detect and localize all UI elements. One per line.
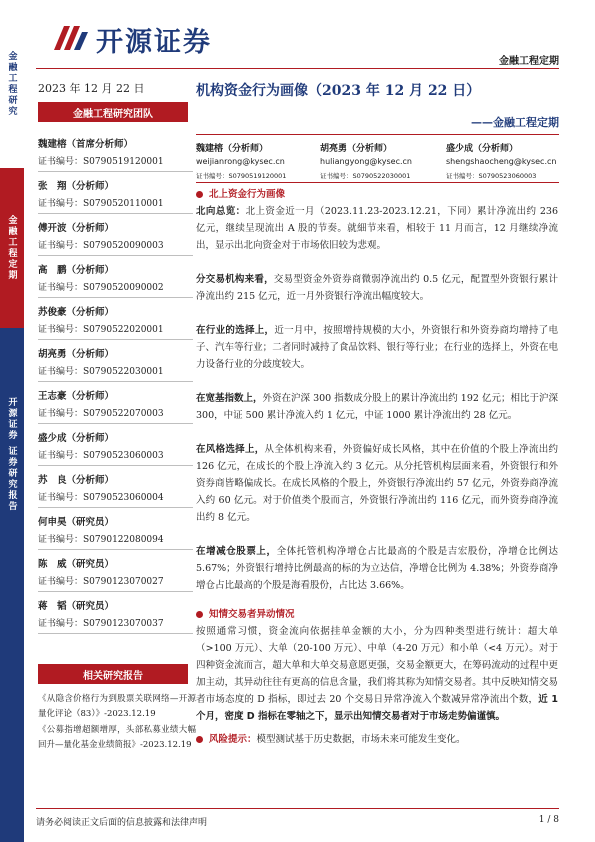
author-email[interactable]: weijianrong@kysec.cn <box>196 157 285 166</box>
section-heading-label: 北上资金行为画像 <box>209 189 286 200</box>
analyst-item <box>38 550 193 592</box>
paragraph-lead: 在宽基指数上， <box>196 393 263 404</box>
analyst-name: 陈 威（研究员） <box>38 559 115 570</box>
team-heading-label: 金融工程研究团队 <box>73 108 153 120</box>
author-divider <box>196 182 559 183</box>
paragraph-text: 从全体机构来看，外资偏好成长风格，其中在价值的个股上净流出约 126 亿元，在成长的个股上净流入约 3 亿元。从分托管机构层面来看，外资银行和外资券商皆略偏成长。在成长风格的个股上，外资银行净流出约 57 亿元，外资券商净流入约 60 亿元。对于价值类个股而言，外资银行净流出约 116 亿元，而外资券商净流出约 8 亿元。 <box>196 444 558 523</box>
side-strip-bottom <box>0 328 24 842</box>
analyst-name: 蒋 韬（研究员） <box>38 601 115 612</box>
team-heading <box>38 102 188 122</box>
analyst-cert: 证书编号：S0790520090002 <box>38 283 164 293</box>
section-heading-label: 知情交易者异动情况 <box>209 609 295 620</box>
side-strip-top <box>0 0 24 168</box>
page-number: 1 / 8 <box>538 815 559 825</box>
body-paragraph <box>196 322 558 373</box>
paragraph-lead: 北向总览： <box>196 206 246 217</box>
paragraph-text: 近一月中，按照增持规模的大小，外资银行和外资券商均增持了电子、汽车等行业；二者同时减持了食品饮料、银行等行业；在行业的选择上，外资在电力设备行业的分歧度较大。 <box>196 325 558 370</box>
analyst-name: 苏俊豪（分析师） <box>38 307 115 318</box>
analyst-item <box>38 214 193 256</box>
author-block <box>446 141 566 180</box>
paragraph-conclusion: 近 1 个月，密度 D 指标在零轴之下，显示出知情交易者对于市场走势偏谨慎。 <box>196 694 558 722</box>
analyst-cert: 证书编号：S0790523060003 <box>38 451 164 461</box>
analyst-item <box>38 256 193 298</box>
analyst-cert: 证书编号：S0790519120001 <box>38 157 164 167</box>
related-report-link[interactable]: 《从隐含价格行为到股票关联网络—开源量化评论（83）》-2023.12.19 <box>38 694 196 719</box>
paragraph-text: 交易型资金外资券商微弱净流出约 0.5 亿元，配置型外资银行累计净流出约 215 亿元，近一月外资银行净流出幅度较大。 <box>196 274 558 302</box>
analyst-list <box>38 130 193 634</box>
body-paragraph <box>196 441 558 526</box>
body-paragraph <box>196 623 558 725</box>
paragraph-lead: 在增减仓股票上， <box>196 546 277 557</box>
analyst-name: 胡亮勇（分析师） <box>38 349 115 360</box>
analyst-name: 张 翔（分析师） <box>38 181 115 192</box>
title-divider <box>196 134 559 135</box>
paragraph-lead: 在风格选择上， <box>196 444 265 455</box>
report-title: 机构资金行为画像（2023 年 12 月 22 日） <box>196 83 481 99</box>
author-name: 胡亮勇（分析师） <box>320 144 393 154</box>
paragraph-text: 北上资金近一月（2023.11.23-2023.12.21，下同）累计净流出约 236 亿元，继续呈现流出 A 股的节奏。就細节来看，相较于 11 月而言，12 月继续净流出，显示出北向资金对于市场依旧较为悲观。 <box>196 206 558 251</box>
author-name: 盛少成（分析师） <box>446 144 519 154</box>
analyst-item <box>38 130 193 172</box>
side-strip-bottom-label: 开源证券 证券研究报告 <box>6 397 17 513</box>
author-cert: 证书编号：S0790522030001 <box>320 172 411 180</box>
analyst-cert: 证书编号：S0790122080094 <box>38 535 164 545</box>
risk-warning <box>196 731 558 748</box>
analyst-name: 高 鹏（分析师） <box>38 265 115 276</box>
analyst-cert: 证书编号：S0790123070037 <box>38 619 164 629</box>
section-heading <box>196 186 558 203</box>
bullet-dot-icon <box>196 191 203 198</box>
side-strip-middle <box>0 168 24 328</box>
analyst-item <box>38 592 193 634</box>
report-date: 2023 年 12 月 22 日 <box>38 82 145 95</box>
analyst-item <box>38 172 193 214</box>
analyst-cert: 证书编号：S0790520110001 <box>38 199 164 209</box>
body-paragraph <box>196 390 558 424</box>
footer-divider <box>36 808 559 809</box>
analyst-name: 王志豪（分析师） <box>38 391 115 402</box>
analyst-item <box>38 340 193 382</box>
analyst-item <box>38 382 193 424</box>
side-strip-top-label: 金融工程研究 <box>6 51 17 117</box>
analyst-name: 魏建榕（首席分析师） <box>38 139 134 150</box>
paragraph-text: 全体托管机构净增仓占比最高的个股是吉宏股份，净增仓比例达 5.67%；外资银行增持比例最高的标的为立达信，净增仓比例为 4.38%；外资券商净增仓占比最高的个股是海看股份，占比达 3.66%。 <box>196 546 558 591</box>
bullet-dot-icon <box>196 736 203 743</box>
analyst-name: 何申昊（研究员） <box>38 517 115 528</box>
author-block <box>320 141 440 180</box>
footer-disclaimer: 请务必阅读正文后面的信息披露和法律声明 <box>36 818 208 828</box>
author-cert: 证书编号：S0790519120001 <box>196 172 287 180</box>
analyst-cert: 证书编号：S0790522070003 <box>38 409 164 419</box>
analyst-cert: 证书编号：S0790522030001 <box>38 367 164 377</box>
analyst-item <box>38 466 193 508</box>
paragraph-text: 外资在沪深 300 指数成分股上的累计净流出约 192 亿元；相比于沪深 300，中证 500 累计净流入约 1 亿元，中证 1000 累计净流出约 28 亿元。 <box>196 393 558 421</box>
analyst-name: 苏 良（分析师） <box>38 475 115 486</box>
analyst-cert: 证书编号：S0790123070027 <box>38 577 164 587</box>
body-paragraph <box>196 271 558 305</box>
brand-logo-text: 开源证券 <box>96 27 212 58</box>
analyst-item <box>38 298 193 340</box>
related-heading <box>38 664 188 684</box>
body-paragraph <box>196 543 558 594</box>
report-subtitle: ——金融工程定期 <box>471 116 559 129</box>
bullet-dot-icon <box>196 611 203 618</box>
author-cert: 证书编号：S0790523060003 <box>446 172 537 180</box>
risk-text: 模型测试基于历史数据，市场未来可能发生变化。 <box>256 734 466 745</box>
header-category: 金融工程定期 <box>499 56 559 67</box>
related-report-list <box>38 692 196 754</box>
risk-label: 风险提示： <box>209 734 257 745</box>
paragraph-lead: 在行业的选择上， <box>196 325 275 336</box>
header-divider <box>36 68 559 69</box>
paragraph-text: 按照通常习惯，资金流向依据挂单金额的大小，分为四种类型进行统计：超大单（>100 万元）、大单（20-100 万元）、中单（4-20 万元）和小单（<4 万元）。对于四种资金流而言，超大单和大单交易意愿更强，交易金额更大，在筹码流动的过程中更加主动，其异动往往有更高的信息含量，我们将其称为知情交易者。其中反映知情交易者市场态度的 D 指标，即过去 20 个交易日异常净流入个数减异常净流出个数， <box>196 626 558 705</box>
analyst-item <box>38 424 193 466</box>
analyst-name: 傅开波（分析师） <box>38 223 115 234</box>
related-report-link[interactable]: 《公募指增超额增厚，头部私募业绩大幅回升—量化基金业绩简报》-2023.12.19 <box>38 725 196 750</box>
report-body <box>196 186 558 748</box>
analyst-name: 盛少成（分析师） <box>38 433 115 444</box>
author-email[interactable]: huliangyong@kysec.cn <box>320 157 412 166</box>
author-block <box>196 141 316 180</box>
analyst-cert: 证书编号：S0790522020001 <box>38 325 164 335</box>
analyst-cert: 证书编号：S0790523060004 <box>38 493 164 503</box>
body-paragraph <box>196 203 558 254</box>
brand-logo-icon <box>52 22 90 54</box>
paragraph-lead: 分交易机构来看， <box>196 274 274 285</box>
analyst-cert: 证书编号：S0790520090003 <box>38 241 164 251</box>
side-strip-middle-label: 金融工程定期 <box>6 215 17 281</box>
author-name: 魏建榕（分析师） <box>196 144 269 154</box>
related-heading-label: 相关研究报告 <box>83 670 143 682</box>
author-email[interactable]: shengshaocheng@kysec.cn <box>446 157 557 166</box>
section-heading <box>196 606 558 623</box>
analyst-item <box>38 508 193 550</box>
